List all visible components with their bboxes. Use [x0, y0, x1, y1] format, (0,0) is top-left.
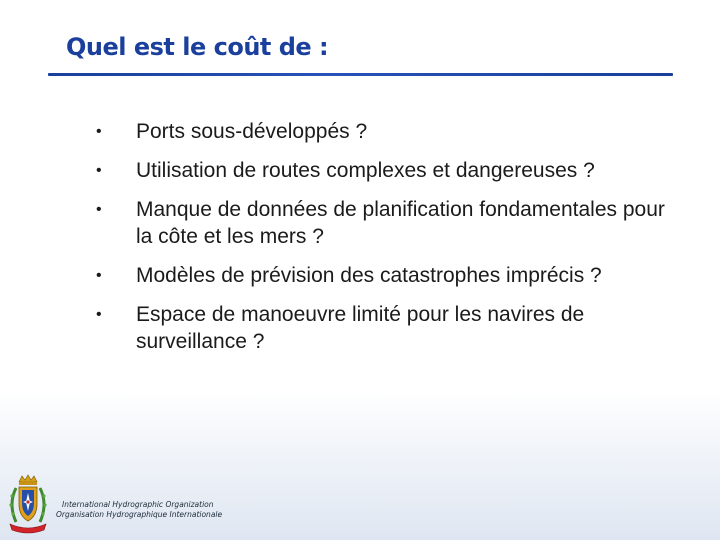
iho-emblem-icon: [4, 474, 52, 536]
bullet-item: [0, 301, 720, 355]
bullet-text: Manque de données de planification fondamentales pour la côte et les mers ?: [136, 198, 665, 248]
bullet-dot: •: [96, 162, 102, 179]
bullet-item: [0, 196, 720, 250]
bullet-dot: •: [96, 306, 102, 323]
bullet-item: [0, 262, 720, 289]
org-name-english: International Hydrographic Organization: [62, 500, 214, 509]
org-names: [56, 500, 222, 519]
bullet-text: Modèles de prévision des catastrophes imprécis ?: [136, 264, 602, 287]
bullet-dot: •: [96, 201, 102, 218]
bullet-text: Espace de manoeuvre limité pour les navires de surveillance ?: [136, 303, 585, 353]
bullet-dot: •: [96, 267, 102, 284]
org-name-french: Organisation Hydrographique Internationale: [56, 509, 223, 519]
bullet-text: Utilisation de routes complexes et dangereuses ?: [136, 159, 595, 182]
slide-title: Quel est le coût de :: [66, 33, 329, 61]
bullet-dot: •: [96, 123, 102, 140]
bullet-list: [0, 118, 720, 367]
bullet-item: [0, 157, 720, 184]
bullet-text: Ports sous-développés ?: [136, 120, 368, 143]
bullet-item: [0, 118, 720, 145]
title-underline: [48, 73, 673, 76]
